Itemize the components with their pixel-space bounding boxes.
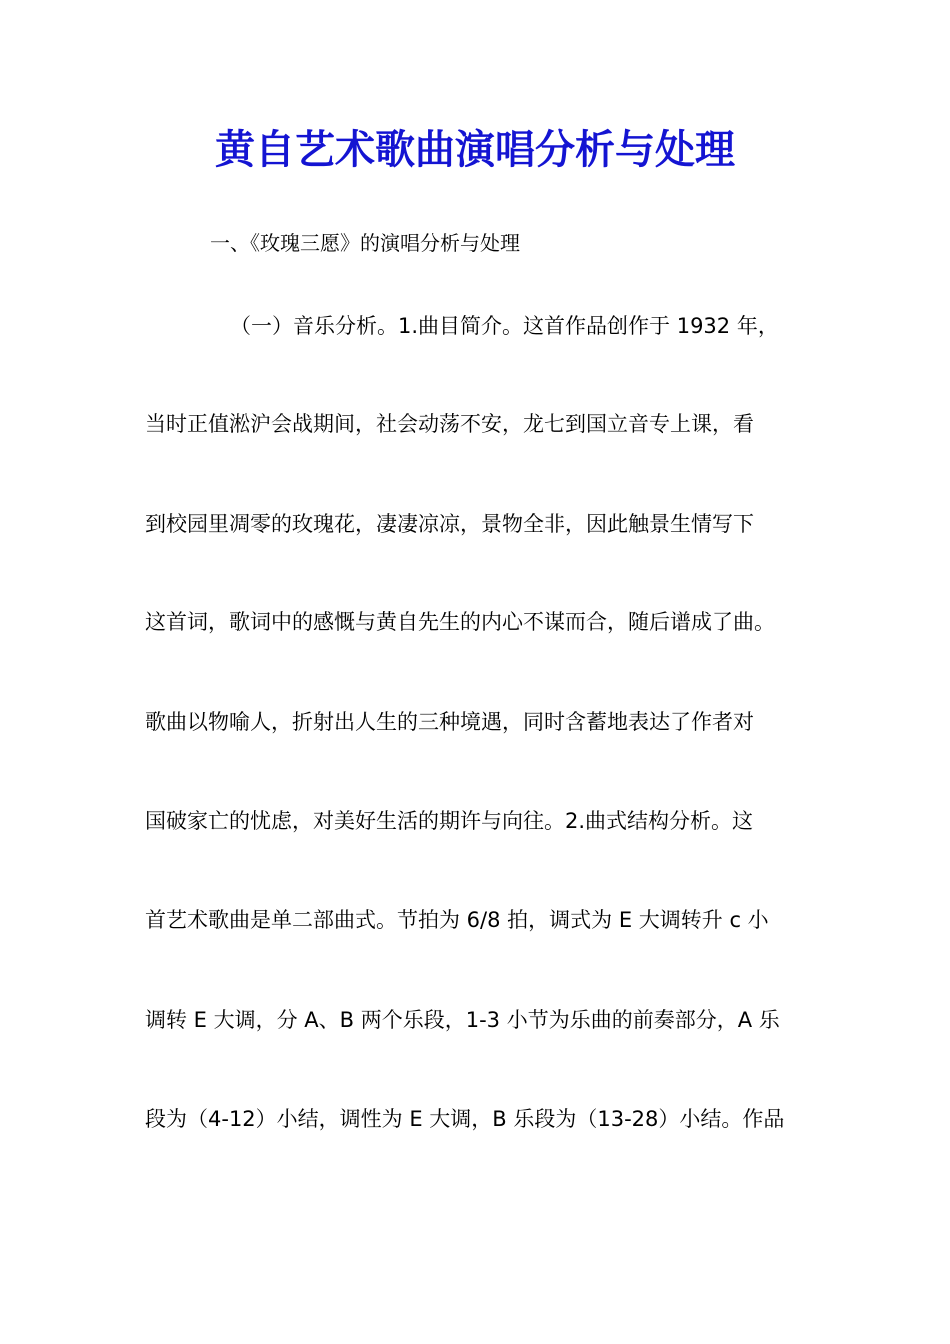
document-title: 黄自艺术歌曲演唱分析与处理: [215, 126, 735, 173]
section-heading: 一、《玫瑰三愿》的演唱分析与处理: [210, 231, 520, 255]
body-line-7: 首艺术歌曲是单二部曲式。节拍为 6/8 拍，调式为 E 大调转升 c 小: [145, 908, 769, 932]
body-line-9: 段为（4-12）小结，调性为 E 大调，B 乐段为（13-28）小结。作品: [145, 1107, 785, 1131]
body-line-5: 歌曲以物喻人，折射出人生的三种境遇，同时含蓄地表达了作者对: [145, 710, 754, 734]
body-line-2: 当时正值淞沪会战期间，社会动荡不安，龙七到国立音专上课，看: [145, 412, 754, 436]
body-line-6: 国破家亡的忧虑，对美好生活的期许与向往。2.曲式结构分析。这: [145, 809, 754, 833]
body-line-8: 调转 E 大调，分 A、B 两个乐段，1-3 小节为乐曲的前奏部分，A 乐: [145, 1008, 780, 1032]
body-line-3: 到校园里凋零的玫瑰花，凄凄凉凉，景物全非，因此触景生情写下: [145, 512, 754, 536]
body-line-4: 这首词，歌词中的感慨与黄自先生的内心不谋而合，随后谱成了曲。: [145, 610, 775, 634]
body-line-1: （一）音乐分析。1.曲目简介。这首作品创作于 1932 年，: [230, 314, 779, 338]
